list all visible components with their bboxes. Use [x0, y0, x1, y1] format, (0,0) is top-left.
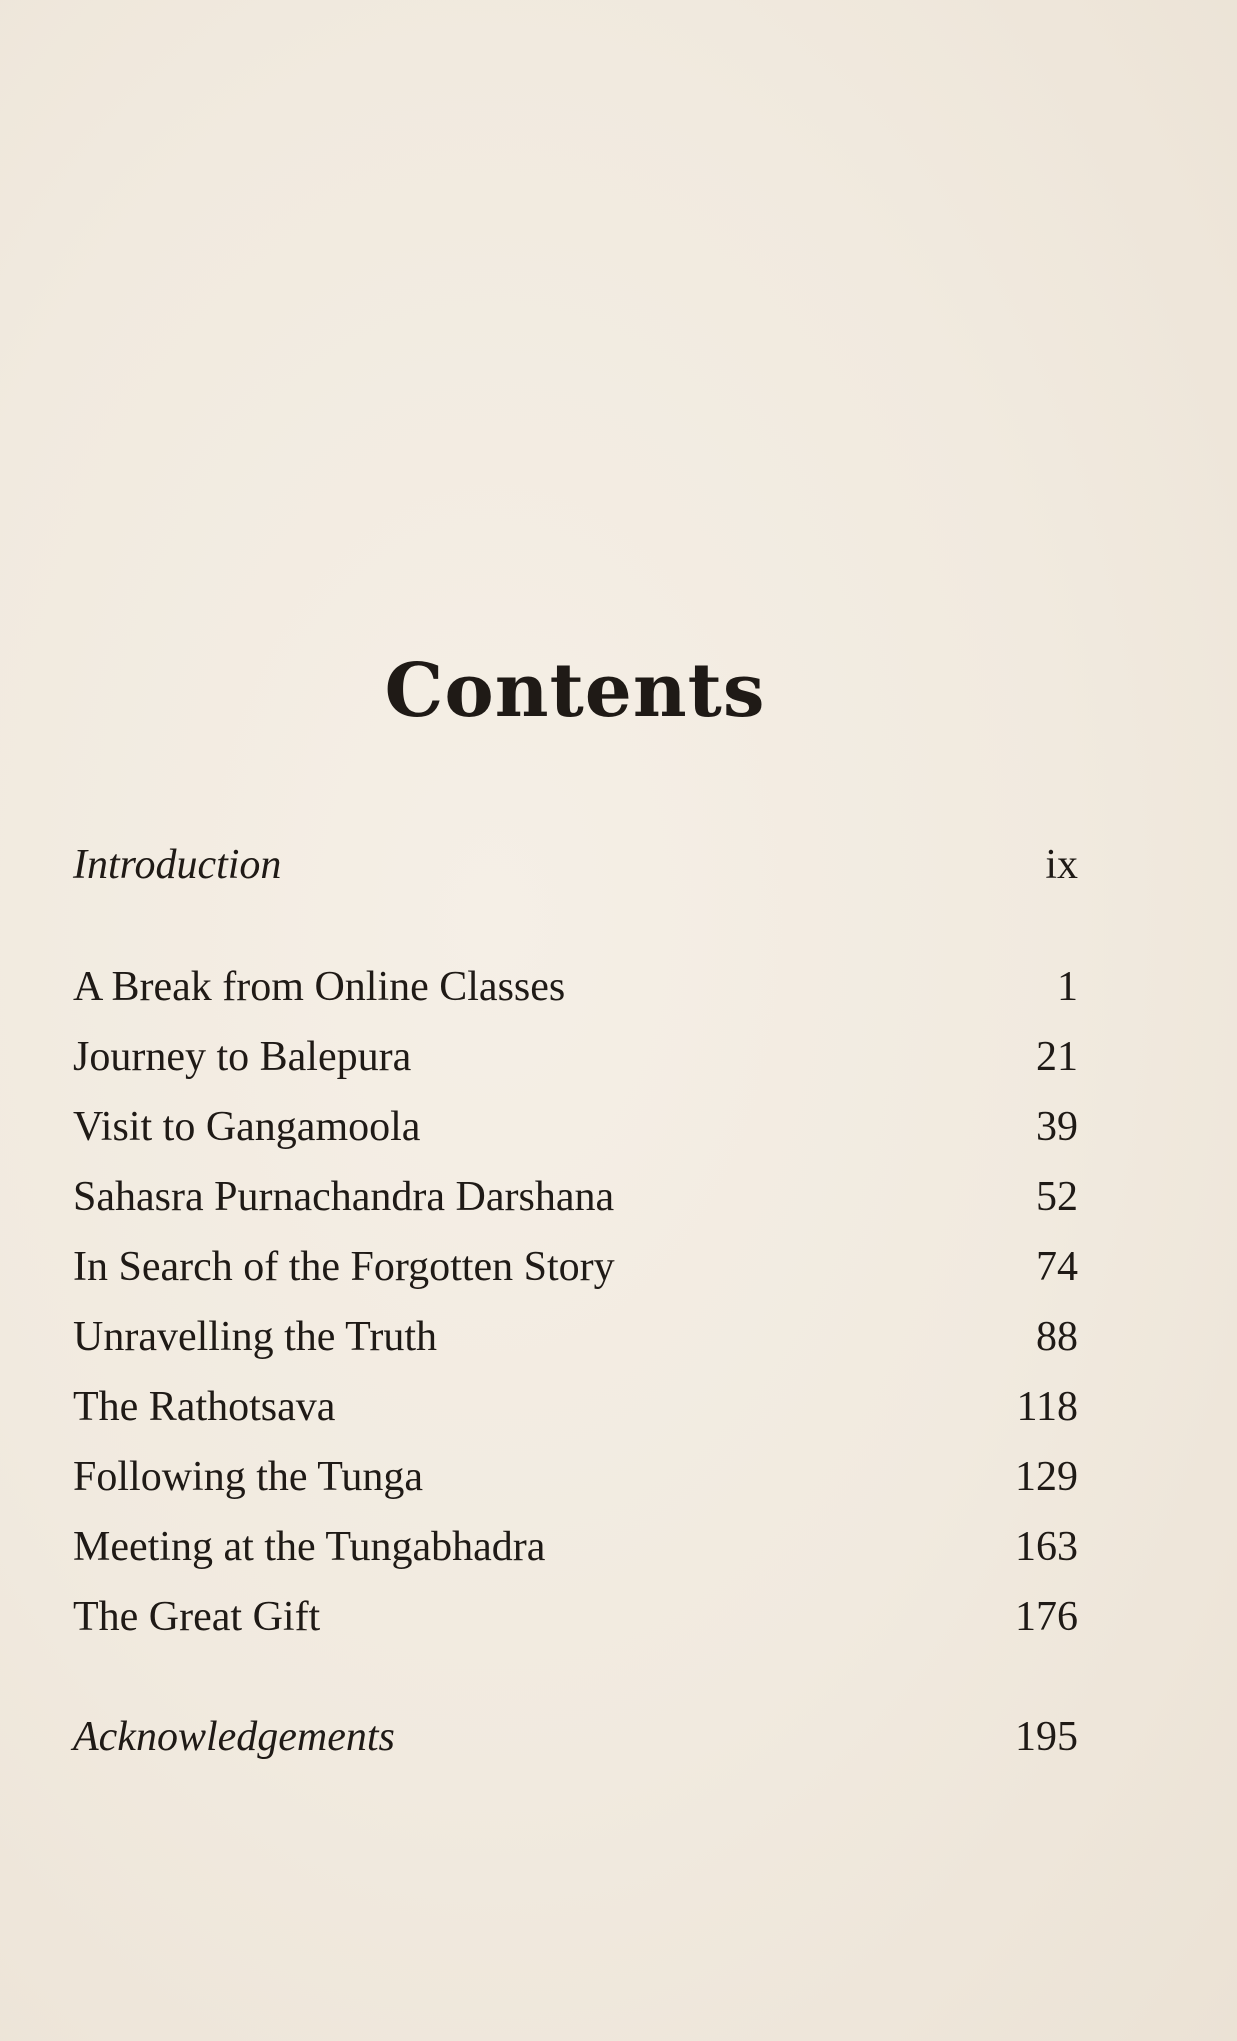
toc-entry: [73, 962, 1078, 1012]
toc-entry-page: 129: [1015, 1454, 1078, 1500]
toc-entry-label: In Search of the Forgotten Story: [73, 1244, 615, 1290]
toc-entry-label: Journey to Balepura: [73, 1034, 412, 1080]
toc-entry-acknowledgements: [73, 1712, 1078, 1762]
toc-entry: [73, 1592, 1078, 1642]
toc-entry-page: 195: [1015, 1714, 1078, 1760]
toc-entry-label: The Rathotsava: [73, 1384, 336, 1430]
toc-entry-label: Introduction: [73, 842, 282, 888]
toc-entry: [73, 1172, 1078, 1222]
toc-entry: [73, 1032, 1078, 1082]
toc-entry-introduction: [73, 840, 1078, 890]
toc-entry-label: A Break from Online Classes: [73, 964, 566, 1010]
toc-entry-page: ix: [1045, 842, 1078, 888]
toc-entry-label: Meeting at the Tungabhadra: [73, 1524, 546, 1570]
toc-entry: [73, 1522, 1078, 1572]
toc-entry-label: Acknowledgements: [73, 1714, 395, 1760]
toc-entry-page: 176: [1015, 1594, 1078, 1640]
toc-entry-label: Sahasra Purnachandra Darshana: [73, 1174, 615, 1220]
toc-entry: [73, 1312, 1078, 1362]
toc-entry-page: 39: [1036, 1104, 1078, 1150]
toc-entry-label: Visit to Gangamoola: [73, 1104, 421, 1150]
toc-entry-page: 118: [1016, 1384, 1078, 1430]
page-title: Contents: [384, 648, 766, 734]
toc-entry-page: 163: [1015, 1524, 1078, 1570]
toc-entry: [73, 1242, 1078, 1292]
toc-entry: [73, 1382, 1078, 1432]
toc-entry-label: Unravelling the Truth: [73, 1314, 437, 1360]
toc-entry-page: 52: [1036, 1174, 1078, 1220]
toc-entry-page: 21: [1036, 1034, 1078, 1080]
toc-entry: [73, 1452, 1078, 1502]
toc-entry-label: The Great Gift: [73, 1594, 321, 1640]
toc-entry-page: 74: [1036, 1244, 1078, 1290]
toc-entry-label: Following the Tunga: [73, 1454, 424, 1500]
toc-entry: [73, 1102, 1078, 1152]
toc-entry-page: 1: [1057, 964, 1078, 1010]
toc-entry-page: 88: [1036, 1314, 1078, 1360]
